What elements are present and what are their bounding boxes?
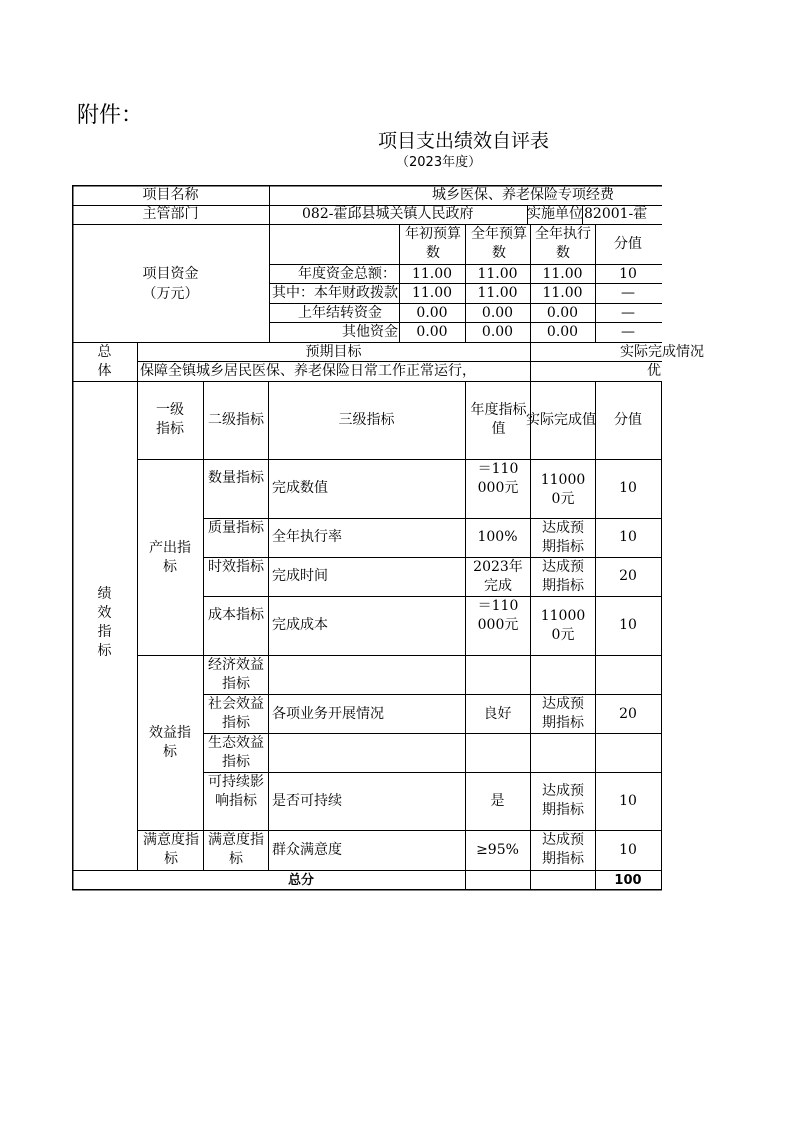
project-name-label: 项目名称 — [142, 187, 199, 203]
col-level3-indicator: 三级指标 — [338, 412, 395, 428]
funds-other-score: — — [621, 324, 635, 340]
funds-total-executed: 11.00 — [542, 266, 583, 282]
actual-satisfaction: 达成预期指标 — [542, 832, 584, 867]
actual-quality: 达成预期指标 — [542, 520, 584, 555]
funds-carryover-initial: 0.00 — [416, 305, 448, 321]
report-year: （2023年度） — [396, 155, 482, 170]
expected-goal-text: 保障全镇城乡居民医保、养老保险日常工作正常运行， — [140, 363, 476, 379]
funds-total-full: 11.00 — [477, 266, 518, 282]
col-actual-value: 实际完成值 — [526, 412, 596, 428]
funds-carryover-score: — — [621, 305, 635, 321]
col-level1-indicator: 一级指标 — [156, 402, 184, 437]
goal-label-bottom: 体 — [97, 363, 112, 379]
performance-label-2: 效 — [97, 605, 112, 621]
score-quantity: 10 — [619, 480, 637, 496]
funds-carryover-label: 上年结转资金 — [298, 305, 382, 321]
total-score: 100 — [614, 873, 642, 888]
funds-total-initial: 11.00 — [411, 266, 453, 282]
level3-quantity: 完成数值 — [272, 480, 328, 496]
funds-fiscal-score: — — [621, 285, 635, 301]
col-full-year-budget: 全年预算数 — [471, 226, 527, 261]
score-social: 20 — [619, 706, 637, 722]
level2-sustainability: 可持续影响指标 — [208, 774, 264, 809]
level2-timeliness: 时效指标 — [208, 559, 264, 575]
funds-carryover-full: 0.00 — [481, 305, 514, 321]
performance-label-3: 指 — [97, 624, 112, 640]
actual-quantity: 110000元 — [540, 472, 586, 507]
funds-fiscal-label: 其中：本年财政拨款 — [272, 285, 398, 301]
score-cost: 10 — [619, 617, 637, 633]
funds-fiscal-full: 11.00 — [477, 285, 518, 301]
actual-timeliness: 达成预期指标 — [542, 559, 584, 594]
col-executed: 全年执行数 — [535, 226, 591, 261]
funds-unit-label: （万元） — [142, 286, 199, 302]
level3-satisfaction: 群众满意度 — [272, 842, 342, 858]
level2-quantity: 数量指标 — [208, 470, 264, 486]
department-value: 082-霍邱县城关镇人民政府 — [302, 206, 474, 222]
score-sustainability: 10 — [619, 793, 637, 809]
funds-other-full: 0.00 — [481, 324, 514, 340]
target-quality: 100% — [477, 529, 518, 545]
level3-quality: 全年执行率 — [272, 529, 342, 545]
actual-sustainability: 达成预期指标 — [542, 783, 584, 818]
target-timeliness: 2023年完成 — [473, 559, 523, 594]
expected-goal-header: 预期目标 — [305, 344, 362, 360]
department-label: 主管部门 — [142, 206, 199, 222]
actual-cost: 110000元 — [540, 608, 586, 643]
col-level2-indicator: 二级指标 — [208, 412, 264, 428]
target-social: 良好 — [483, 706, 512, 722]
score-quality: 10 — [619, 529, 637, 545]
level3-sustainability: 是否可持续 — [272, 793, 342, 809]
funds-fiscal-executed: 11.00 — [542, 285, 583, 301]
group-output: 产出指标 — [149, 540, 191, 575]
implementing-unit-value: 82001-霍 — [584, 206, 648, 222]
evaluation-table — [72, 185, 704, 890]
target-sustainability: 是 — [490, 793, 505, 809]
level3-cost: 完成成本 — [272, 617, 328, 633]
score-satisfaction: 10 — [619, 842, 637, 858]
group-satisfaction: 满意度指标 — [143, 832, 199, 867]
level2-ecological: 生态效益指标 — [208, 735, 264, 770]
actual-completion-text: 优 — [647, 363, 661, 379]
funds-total-label: 年度资金总额： — [298, 266, 396, 282]
level2-economic: 经济效益指标 — [208, 657, 264, 692]
level2-social: 社会效益指标 — [208, 696, 264, 731]
page-title: 项目支出绩效自评表 — [378, 130, 550, 152]
implementing-unit-label: 实施单位 — [527, 206, 583, 222]
target-quantity: ＝110000元 — [477, 461, 519, 496]
col-funds-score: 分值 — [614, 236, 642, 252]
performance-label-1: 绩 — [97, 586, 112, 602]
level2-quality: 质量指标 — [208, 520, 264, 536]
funds-other-label: 其他资金 — [342, 324, 398, 340]
funds-label: 项目资金 — [142, 266, 199, 282]
level2-satisfaction: 满意度指标 — [208, 832, 264, 867]
col-initial-budget: 年初预算数 — [405, 226, 461, 261]
target-cost: ＝110000元 — [477, 598, 519, 633]
funds-fiscal-initial: 11.00 — [411, 285, 453, 301]
funds-other-initial: 0.00 — [416, 324, 448, 340]
group-benefit: 效益指标 — [149, 725, 191, 760]
project-name-value: 城乡医保、养老保险专项经费 — [432, 187, 614, 203]
level2-cost: 成本指标 — [208, 607, 264, 623]
score-timeliness: 20 — [619, 568, 637, 584]
attachment-label: 附件： — [77, 103, 144, 128]
target-satisfaction: ≥95% — [476, 842, 519, 858]
actual-social: 达成预期指标 — [542, 696, 584, 731]
total-label: 总分 — [287, 873, 314, 888]
level3-timeliness: 完成时间 — [272, 568, 328, 584]
funds-carryover-executed: 0.00 — [546, 305, 579, 321]
performance-label-4: 标 — [97, 643, 112, 659]
funds-total-score: 10 — [619, 266, 637, 282]
goal-label-top: 总 — [97, 344, 112, 360]
funds-other-executed: 0.00 — [546, 324, 579, 340]
actual-completion-header: 实际完成情况 — [620, 344, 704, 360]
level3-social: 各项业务开展情况 — [272, 706, 384, 722]
col-indicator-score: 分值 — [614, 412, 642, 428]
col-annual-target: 年度指标值 — [470, 402, 527, 437]
